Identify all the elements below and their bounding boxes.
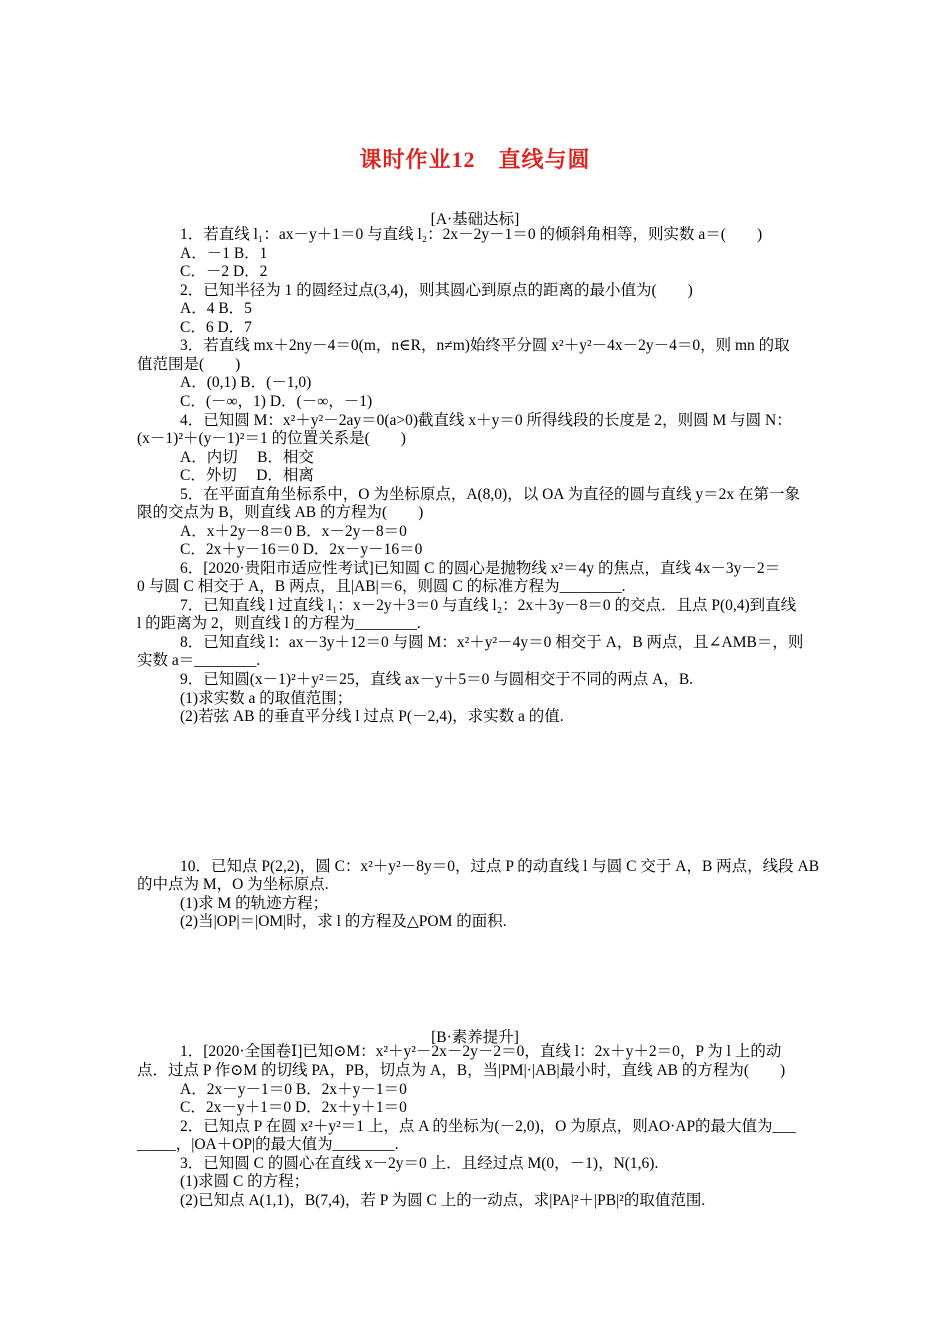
q4-options-cd: C．外切 D．相离 [180, 467, 314, 484]
q8-stem-cont: 实数 a＝________. [137, 652, 261, 669]
q9-part2: (2)若弦 AB 的垂直平分线 l 过点 P(－2,4)，求实数 a 的值. [180, 708, 564, 725]
q9-part1: (1)求实数 a 的取值范围； [180, 690, 353, 707]
q2-options-ab: A．4 B．5 [180, 300, 252, 317]
b3-part2: (2)已知点 A(1,1)，B(7,4)，若 P 为圆 C 上的一动点，求|PA|²＋|PB|²的取值范围. [180, 1192, 706, 1209]
q9-stem: 9．已知圆(x－1)²＋y²＝25，直线 ax－y＋5＝0 与圆相交于不同的两点 A，B. [180, 671, 694, 688]
q10-stem-cont: 的中点为 M，O 为坐标原点. [137, 876, 329, 893]
q5-stem-cont: 限的交点为 B，则直线 AB 的方程为( ) [137, 504, 424, 521]
q7-stem-cont: l 的距离为 2，则直线 l 的方程为________. [137, 615, 421, 632]
q2-stem: 2．已知半径为 1 的圆经过点(3,4)，则其圆心到原点的距离的最小值为( ) [180, 282, 693, 299]
q2-options-cd: C．6 D．7 [180, 319, 252, 336]
q10-part1: (1)求 M 的轨迹方程； [180, 895, 329, 912]
q5-options-ab: A．x＋2y－8＝0 B．x－2y－8＝0 [180, 523, 407, 540]
q5-stem: 5．在平面直角坐标系中，O 为坐标原点，A(8,0)，以 OA 为直径的圆与直线 y＝2x 在第一象 [180, 486, 800, 503]
b1-stem: 1．[2020·全国卷Ⅰ]已知⊙M：x²＋y²－2x－2y－2＝0，直线 l：2x＋y＋2＝0，P 为 l 上的动 [180, 1043, 782, 1060]
q4-stem-cont: (x－1)²＋(y－1)²＝1 的位置关系是( ) [137, 430, 406, 447]
b1-options-cd: C．2x－y＋1＝0 D．2x＋y＋1＝0 [180, 1099, 407, 1116]
q1-options-ab: A．－1 B．1 [180, 245, 268, 262]
section-a-heading: [A·基础达标] [430, 211, 520, 228]
q3-options-ab: A．(0,1) B．(－1,0) [180, 374, 312, 391]
q4-options-ab: A．内切 B．相交 [180, 449, 314, 466]
q8-stem: 8．已知直线 l：ax－3y＋12＝0 与圆 M：x²＋y²－4y＝0 相交于 A，B 两点，且∠AMB＝，则 [180, 634, 804, 651]
q6-stem: 6．[2020·贵阳市适应性考试]已知圆 C 的圆心是抛物线 x²＝4y 的焦点，直线 4x－3y－2＝ [180, 560, 781, 577]
section-b-heading: [B·素养提升] [431, 1029, 519, 1046]
b1-options-ab: A．2x－y－1＝0 B．2x＋y－1＝0 [180, 1081, 407, 1098]
q1-stem: 1．若直线 l₁：ax－y＋1＝0 与直线 l₂：2x－2y－1＝0 的倾斜角相等，则实数 a＝( ) [180, 226, 763, 243]
q3-stem: 3．若直线 mx＋2ny－4＝0(m，n∈R，n≠m)始终平分圆 x²＋y²－4x－2y－4＝0，则 mn 的取 [180, 337, 790, 354]
q3-options-cd: C．(－∞，1) D．(－∞，－1) [180, 393, 373, 410]
b3-stem: 3．已知圆 C 的圆心在直线 x－2y＝0 上．且经过点 M(0，－1)，N(1,6). [180, 1155, 659, 1172]
q4-stem: 4．已知圆 M：x²＋y²－2ay＝0(a>0)截直线 x＋y＝0 所得线段的长度是 2，则圆 M 与圆 N： [180, 412, 792, 429]
q3-stem-cont: 值范围是( ) [137, 356, 241, 373]
b3-part1: (1)求圆 C 的方程； [180, 1173, 310, 1190]
q1-options-cd: C．－2 D．2 [180, 263, 268, 280]
b1-stem-cont: 点．过点 P 作⊙M 的切线 PA，PB，切点为 A，B，当|PM|·|AB|最小时，直线 AB 的方程为( ) [137, 1062, 786, 1079]
q10-stem: 10．已知点 P(2,2)，圆 C：x²＋y²－8y＝0，过点 P 的动直线 l 与圆 C 交于 A，B 两点，线段 AB [180, 858, 820, 875]
q6-stem-cont: 0 与圆 C 相交于 A，B 两点，且|AB|＝6，则圆 C 的标准方程为________. [137, 578, 626, 595]
q7-stem: 7．已知直线 l 过直线 l₁：x－2y＋3＝0 与直线 l₂：2x＋3y－8＝0 的交点．且点 P(0,4)到直线 [180, 597, 797, 614]
q5-options-cd: C．2x＋y－16＝0 D．2x－y－16＝0 [180, 541, 423, 558]
b2-stem: 2．已知点 P 在圆 x²＋y²＝1 上，点 A 的坐标为(－2,0)，O 为原点，则AO·AP的最大值为___ [180, 1118, 796, 1135]
b2-stem-cont: _____，|OA＋OP|的最大值为________. [137, 1136, 399, 1153]
q10-part2: (2)当|OP|＝|OM|时，求 l 的方程及△POM 的面积. [180, 913, 507, 930]
page-title: 课时作业12 直线与圆 [359, 147, 591, 172]
